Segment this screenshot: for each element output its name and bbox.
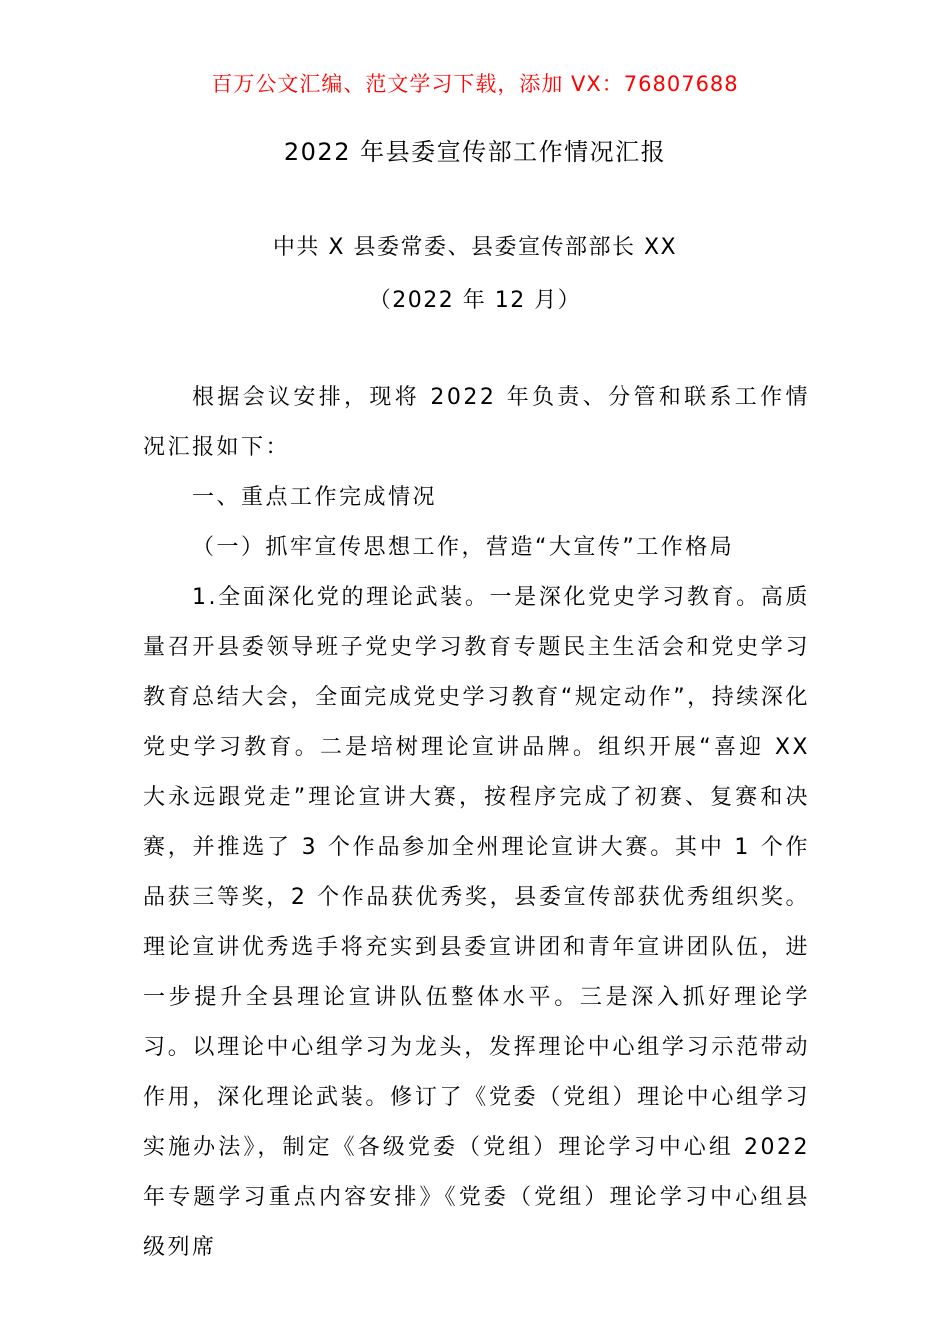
intro-paragraph: 根据会议安排，现将 2022 年负责、分管和联系工作情况汇报如下： [143,385,810,460]
section-heading: 一、重点工作完成情况 [192,485,438,510]
document-title: 2022 年县委宣传部工作情况汇报 [283,138,667,166]
document-body [143,373,810,1273]
promo-banner: 百万公文汇编、范文学习下载，添加 VX：76807688 [211,72,739,96]
body-paragraph: 1.全面深化党的理论武装。一是深化党史学习教育。高质量召开县委领导班子党史学习教育专题民主生活会和党史学习教育总结大会，全面完成党史学习教育“规定动作”，持续深化党史学习教育。二是培树理论宣讲品牌。组织开展“喜迎 XX 大永远跟党走”理论宣讲大赛，按程序完成了初赛、复赛和决赛，并推选了 3 个作品参加全州理论宣讲大赛。其中 1 个作品获三等奖，2 个作品获优秀奖，县委宣传部获优秀组织奖。理论宣讲优秀选手将充实到县委宣讲团和青年宣讲团队伍，进一步提升全县理论宣讲队伍整体水平。三是深入抓好理论学习。以理论中心组学习为龙头，发挥理论中心组学习示范带动作用，深化理论武装。修订了《党委（党组）理论中心组学习实施办法》，制定《各级党委（党组）理论学习中心组 2022 年专题学习重点内容安排》《党委（党组）理论学习中心组县级列席 [143,585,811,1260]
date-line: （2022 年 12 月） [368,288,582,313]
subsection-heading: （一）抓牢宣传思想工作，营造“大宣传”工作格局 [192,535,735,560]
author-line: 中共 X 县委常委、县委宣传部部长 XX [272,235,678,260]
